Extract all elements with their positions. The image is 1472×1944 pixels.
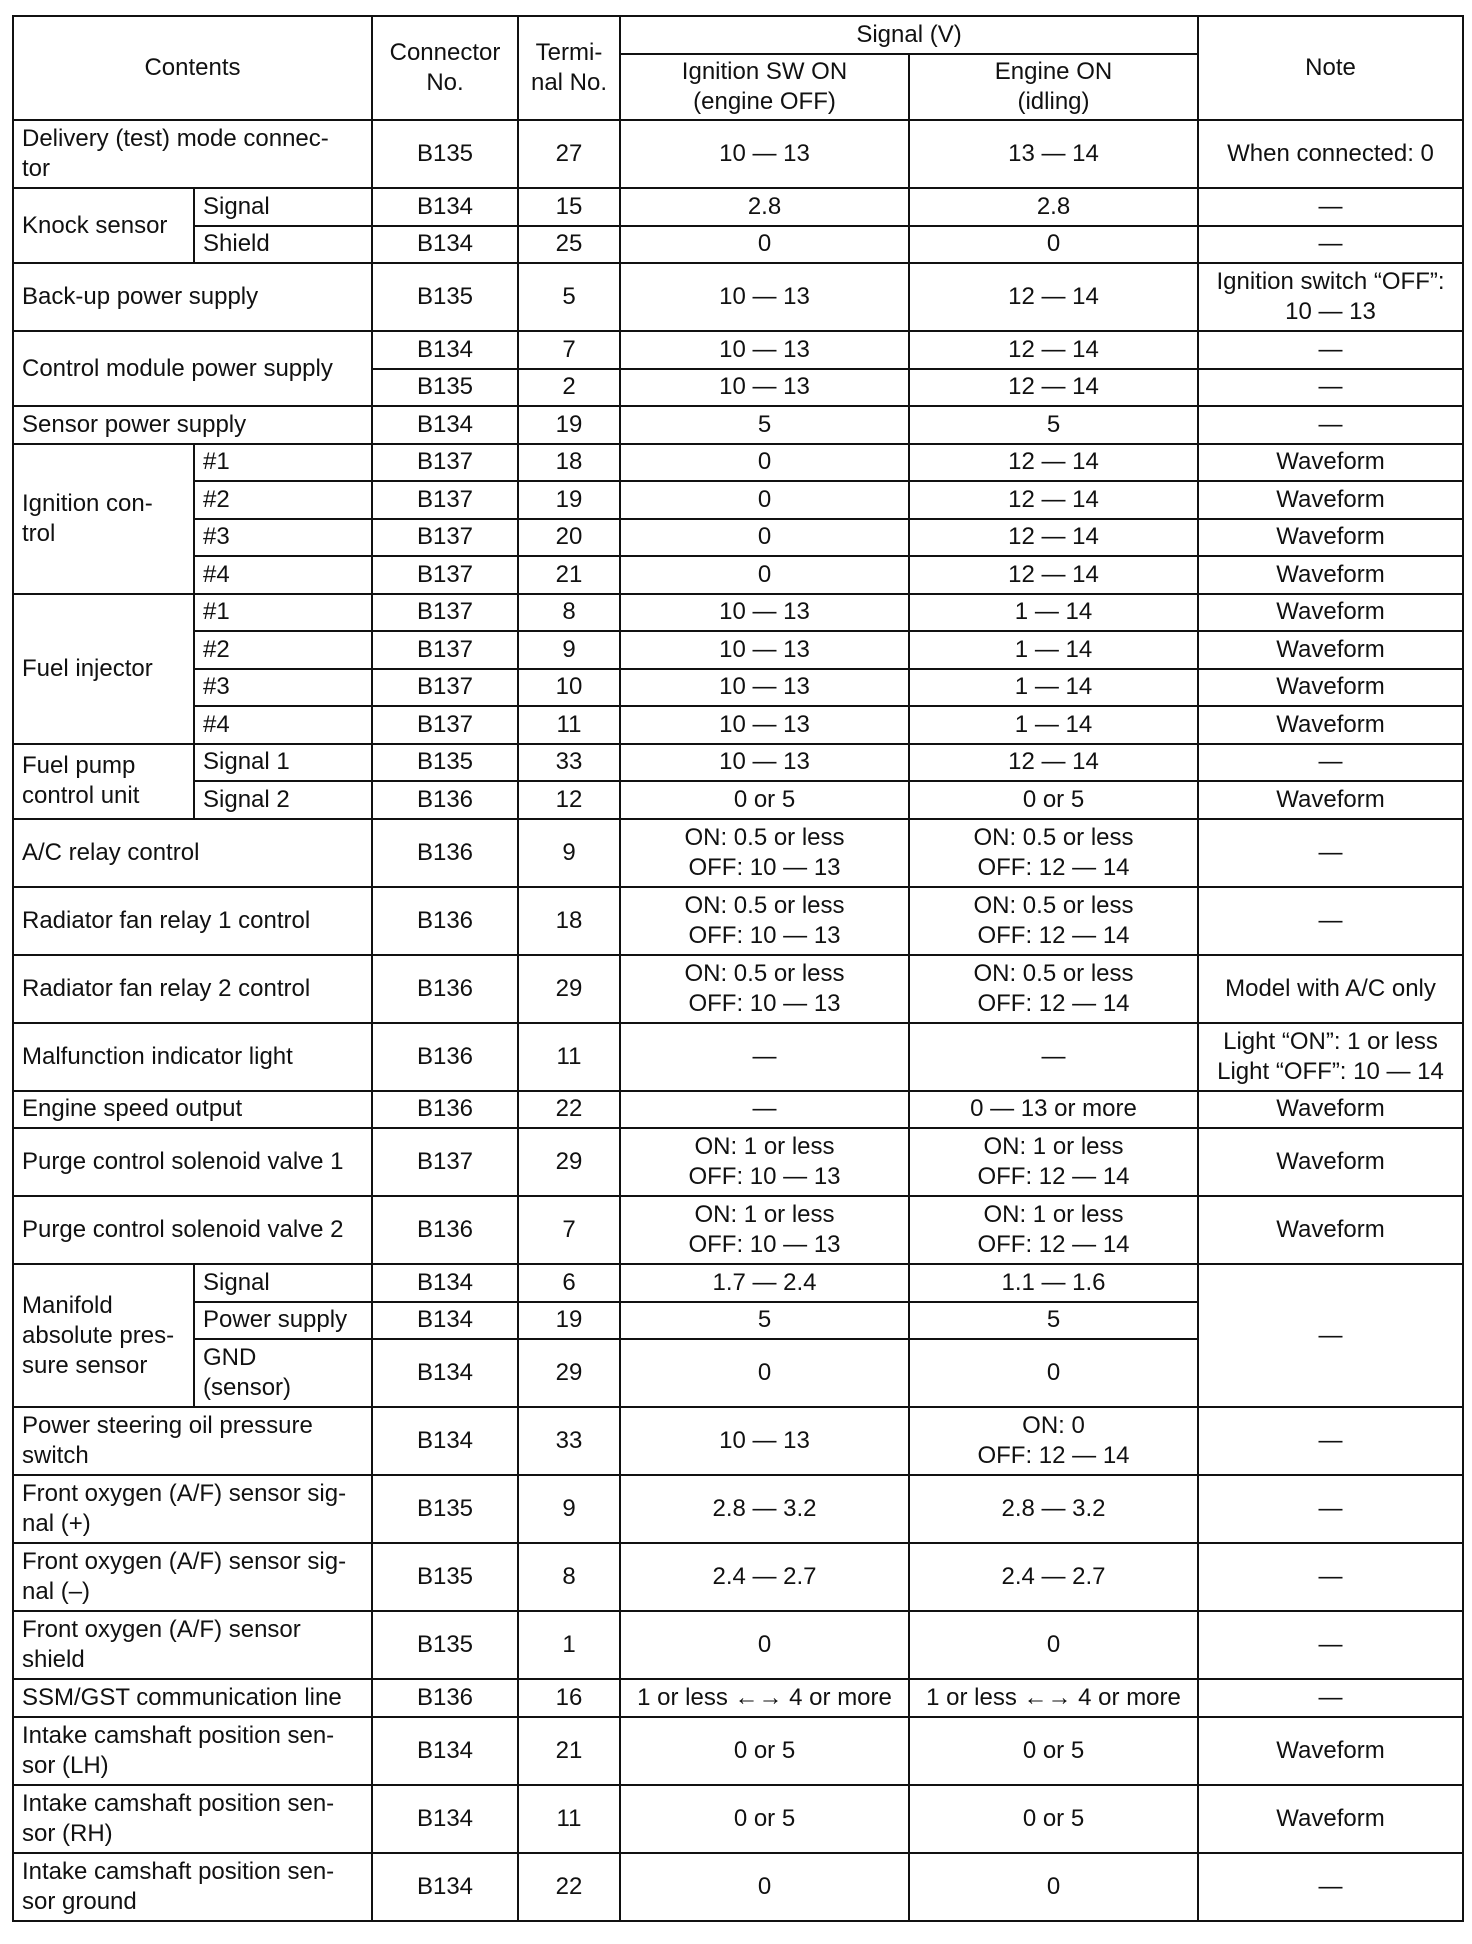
table-row: [13, 594, 1463, 632]
engine-signal-cell: 1.1 — 1.6: [909, 1264, 1198, 1302]
header-ignition-on: Ignition SW ON (engine OFF): [620, 54, 909, 120]
row-label: Control module power supply: [13, 331, 372, 406]
row-label: Intake camshaft position sen- sor ground: [13, 1853, 372, 1921]
note-cell: —: [1198, 188, 1463, 226]
table-row: [13, 781, 1463, 819]
row-group-label: Fuel pump control unit: [13, 744, 194, 819]
connector-cell: B137: [372, 1128, 518, 1196]
row-sub-label: Signal 2: [194, 781, 372, 819]
terminal-cell: 9: [518, 819, 620, 887]
row-label: Front oxygen (A/F) sensor shield: [13, 1611, 372, 1679]
row-group-label: Ignition con- trol: [13, 444, 194, 594]
engine-signal-cell: 0 or 5: [909, 781, 1198, 819]
ignition-signal-cell: 0: [620, 444, 909, 482]
row-label: Intake camshaft position sen- sor (LH): [13, 1717, 372, 1785]
ignition-signal-cell: 0: [620, 556, 909, 594]
connector-cell: B136: [372, 819, 518, 887]
header-terminal: Termi- nal No.: [518, 16, 620, 120]
engine-signal-cell: 5: [909, 406, 1198, 444]
row-sub-label: Signal: [194, 188, 372, 226]
engine-signal-cell: 0: [909, 1611, 1198, 1679]
connector-cell: B137: [372, 669, 518, 707]
row-sub-label: Signal: [194, 1264, 372, 1302]
connector-cell: B137: [372, 631, 518, 669]
note-cell: Waveform: [1198, 1091, 1463, 1129]
header-signal: Signal (V): [620, 16, 1198, 54]
table-row: [13, 669, 1463, 707]
note-cell: —: [1198, 1543, 1463, 1611]
terminal-cell: 25: [518, 226, 620, 264]
engine-signal-cell: —: [909, 1023, 1198, 1091]
terminal-cell: 27: [518, 120, 620, 188]
engine-signal-cell: 12 — 14: [909, 744, 1198, 782]
connector-cell: B134: [372, 188, 518, 226]
connector-cell: B136: [372, 887, 518, 955]
terminal-cell: 33: [518, 1407, 620, 1475]
row-sub-label: #2: [194, 631, 372, 669]
table-row: [13, 188, 1463, 226]
header-note: Note: [1198, 16, 1463, 120]
engine-signal-cell: 2.4 — 2.7: [909, 1543, 1198, 1611]
terminal-cell: 1: [518, 1611, 620, 1679]
note-cell: Waveform: [1198, 519, 1463, 557]
ignition-signal-cell: ON: 1 or less OFF: 10 — 13: [620, 1128, 909, 1196]
table-row: [13, 556, 1463, 594]
row-label: Purge control solenoid valve 2: [13, 1196, 372, 1264]
ignition-signal-cell: 0: [620, 1611, 909, 1679]
terminal-cell: 29: [518, 955, 620, 1023]
connector-cell: B136: [372, 955, 518, 1023]
terminal-cell: 18: [518, 887, 620, 955]
row-sub-label: GND (sensor): [194, 1339, 372, 1407]
connector-cell: B134: [372, 1407, 518, 1475]
ignition-signal-cell: 2.8 — 3.2: [620, 1475, 909, 1543]
note-cell: —: [1198, 887, 1463, 955]
terminal-cell: 22: [518, 1853, 620, 1921]
engine-signal-cell: 12 — 14: [909, 519, 1198, 557]
note-cell: —: [1198, 226, 1463, 264]
engine-signal-cell: 1 or less ←→ 4 or more: [909, 1679, 1198, 1717]
header-engine-on: Engine ON (idling): [909, 54, 1198, 120]
note-cell: Light “ON”: 1 or less Light “OFF”: 10 — 14: [1198, 1023, 1463, 1091]
terminal-cell: 8: [518, 1543, 620, 1611]
row-sub-label: #4: [194, 556, 372, 594]
ignition-signal-cell: 0 or 5: [620, 1785, 909, 1853]
row-label: Radiator fan relay 2 control: [13, 955, 372, 1023]
engine-signal-cell: 1 — 14: [909, 669, 1198, 707]
ignition-signal-cell: 0 or 5: [620, 1717, 909, 1785]
note-cell: Waveform: [1198, 1785, 1463, 1853]
terminal-cell: 8: [518, 594, 620, 632]
ignition-signal-cell: 0: [620, 1853, 909, 1921]
connector-cell: B134: [372, 1853, 518, 1921]
terminal-cell: 20: [518, 519, 620, 557]
terminal-cell: 9: [518, 631, 620, 669]
ignition-signal-cell: ON: 1 or less OFF: 10 — 13: [620, 1196, 909, 1264]
note-cell: —: [1198, 819, 1463, 887]
ignition-signal-cell: —: [620, 1091, 909, 1129]
terminal-cell: 9: [518, 1475, 620, 1543]
note-cell: Waveform: [1198, 1196, 1463, 1264]
engine-signal-cell: 2.8: [909, 188, 1198, 226]
ignition-signal-cell: 5: [620, 406, 909, 444]
note-cell: —: [1198, 1407, 1463, 1475]
table-row: [13, 819, 1463, 887]
note-cell: Waveform: [1198, 1128, 1463, 1196]
ignition-signal-cell: 10 — 13: [620, 631, 909, 669]
connector-cell: B135: [372, 1475, 518, 1543]
row-sub-label: Power supply: [194, 1302, 372, 1340]
ignition-signal-cell: 10 — 13: [620, 744, 909, 782]
connector-cell: B136: [372, 1196, 518, 1264]
terminal-cell: 11: [518, 1023, 620, 1091]
ignition-signal-cell: 10 — 13: [620, 331, 909, 369]
connector-cell: B135: [372, 1543, 518, 1611]
row-label: Front oxygen (A/F) sensor sig- nal (+): [13, 1475, 372, 1543]
engine-signal-cell: ON: 0.5 or less OFF: 12 — 14: [909, 887, 1198, 955]
engine-signal-cell: 0: [909, 226, 1198, 264]
ignition-signal-cell: 0: [620, 226, 909, 264]
engine-signal-cell: 12 — 14: [909, 369, 1198, 407]
terminal-cell: 15: [518, 188, 620, 226]
terminal-cell: 22: [518, 1091, 620, 1129]
note-cell: Waveform: [1198, 444, 1463, 482]
connector-cell: B136: [372, 1023, 518, 1091]
table-row: [13, 1679, 1463, 1717]
ignition-signal-cell: 0 or 5: [620, 781, 909, 819]
terminal-cell: 7: [518, 331, 620, 369]
ignition-signal-cell: 2.4 — 2.7: [620, 1543, 909, 1611]
ignition-signal-cell: ON: 0.5 or less OFF: 10 — 13: [620, 819, 909, 887]
table-row: [13, 120, 1463, 188]
table-row: [13, 706, 1463, 744]
row-label: Front oxygen (A/F) sensor sig- nal (–): [13, 1543, 372, 1611]
row-label: SSM/GST communication line: [13, 1679, 372, 1717]
note-cell: Waveform: [1198, 481, 1463, 519]
note-cell: —: [1198, 369, 1463, 407]
terminal-cell: 21: [518, 556, 620, 594]
terminal-cell: 21: [518, 1717, 620, 1785]
engine-signal-cell: 12 — 14: [909, 481, 1198, 519]
engine-signal-cell: 5: [909, 1302, 1198, 1340]
ignition-signal-cell: 10 — 13: [620, 669, 909, 707]
note-cell: Waveform: [1198, 631, 1463, 669]
table-row: [13, 444, 1463, 482]
table-row: [13, 887, 1463, 955]
table-row: [13, 631, 1463, 669]
table-row: [13, 1853, 1463, 1921]
connector-cell: B134: [372, 1785, 518, 1853]
connector-cell: B135: [372, 1611, 518, 1679]
table-row: [13, 1785, 1463, 1853]
note-cell: Ignition switch “OFF”: 10 — 13: [1198, 263, 1463, 331]
table-row: [13, 1023, 1463, 1091]
note-cell: Waveform: [1198, 706, 1463, 744]
row-label: Delivery (test) mode connec- tor: [13, 120, 372, 188]
connector-cell: B135: [372, 263, 518, 331]
engine-signal-cell: 0: [909, 1339, 1198, 1407]
connector-cell: B137: [372, 519, 518, 557]
ignition-signal-cell: 1.7 — 2.4: [620, 1264, 909, 1302]
terminal-cell: 2: [518, 369, 620, 407]
table-row: [13, 226, 1463, 264]
ignition-signal-cell: 10 — 13: [620, 369, 909, 407]
terminal-cell: 19: [518, 1302, 620, 1340]
ignition-signal-cell: 10 — 13: [620, 120, 909, 188]
table-row: [13, 1091, 1463, 1129]
table-row: [13, 519, 1463, 557]
ignition-signal-cell: 10 — 13: [620, 594, 909, 632]
connector-cell: B134: [372, 1717, 518, 1785]
table-row: [13, 331, 1463, 369]
engine-signal-cell: 1 — 14: [909, 594, 1198, 632]
terminal-cell: 29: [518, 1128, 620, 1196]
row-label: Intake camshaft position sen- sor (RH): [13, 1785, 372, 1853]
row-label: A/C relay control: [13, 819, 372, 887]
table-row: [13, 1543, 1463, 1611]
connector-cell: B136: [372, 781, 518, 819]
engine-signal-cell: 12 — 14: [909, 556, 1198, 594]
engine-signal-cell: ON: 0.5 or less OFF: 12 — 14: [909, 819, 1198, 887]
connector-cell: B134: [372, 406, 518, 444]
row-sub-label: #4: [194, 706, 372, 744]
ignition-signal-cell: ON: 0.5 or less OFF: 10 — 13: [620, 887, 909, 955]
engine-signal-cell: ON: 0.5 or less OFF: 12 — 14: [909, 955, 1198, 1023]
row-group-label: Manifold absolute pres- sure sensor: [13, 1264, 194, 1407]
ignition-signal-cell: 0: [620, 481, 909, 519]
note-cell: Waveform: [1198, 594, 1463, 632]
engine-signal-cell: 0: [909, 1853, 1198, 1921]
connector-cell: B134: [372, 226, 518, 264]
row-sub-label: Shield: [194, 226, 372, 264]
engine-signal-cell: 12 — 14: [909, 263, 1198, 331]
table-row: [13, 1611, 1463, 1679]
header-row-1: [13, 16, 1463, 54]
connector-cell: B137: [372, 706, 518, 744]
engine-signal-cell: 12 — 14: [909, 331, 1198, 369]
ignition-signal-cell: 10 — 13: [620, 706, 909, 744]
terminal-cell: 33: [518, 744, 620, 782]
engine-signal-cell: 13 — 14: [909, 120, 1198, 188]
connector-cell: B135: [372, 369, 518, 407]
engine-signal-cell: 0 or 5: [909, 1717, 1198, 1785]
connector-cell: B135: [372, 744, 518, 782]
connector-cell: B137: [372, 594, 518, 632]
table-row: [13, 1717, 1463, 1785]
connector-cell: B134: [372, 1339, 518, 1407]
terminal-cell: 11: [518, 1785, 620, 1853]
note-cell: When connected: 0: [1198, 120, 1463, 188]
ignition-signal-cell: 0: [620, 519, 909, 557]
table-row: [13, 1264, 1463, 1302]
header-connector: Connector No.: [372, 16, 518, 120]
ignition-signal-cell: 10 — 13: [620, 263, 909, 331]
row-label: Power steering oil pressure switch: [13, 1407, 372, 1475]
engine-signal-cell: 1 — 14: [909, 631, 1198, 669]
row-sub-label: #1: [194, 594, 372, 632]
terminal-cell: 18: [518, 444, 620, 482]
ignition-signal-cell: 5: [620, 1302, 909, 1340]
row-label: Malfunction indicator light: [13, 1023, 372, 1091]
table-row: [13, 955, 1463, 1023]
note-cell: Waveform: [1198, 781, 1463, 819]
ignition-signal-cell: 1 or less ←→ 4 or more: [620, 1679, 909, 1717]
row-sub-label: #3: [194, 669, 372, 707]
engine-signal-cell: 12 — 14: [909, 444, 1198, 482]
table-row: [13, 1475, 1463, 1543]
note-cell: Waveform: [1198, 669, 1463, 707]
note-cell: —: [1198, 744, 1463, 782]
table-row: [13, 1128, 1463, 1196]
ignition-signal-cell: 0: [620, 1339, 909, 1407]
header-contents: Contents: [13, 16, 372, 120]
note-cell: Model with A/C only: [1198, 955, 1463, 1023]
table-row: [13, 406, 1463, 444]
note-cell: Waveform: [1198, 556, 1463, 594]
terminal-cell: 6: [518, 1264, 620, 1302]
note-cell: —: [1198, 331, 1463, 369]
ignition-signal-cell: ON: 0.5 or less OFF: 10 — 13: [620, 955, 909, 1023]
row-label: Engine speed output: [13, 1091, 372, 1129]
row-sub-label: #1: [194, 444, 372, 482]
table-row: [13, 1407, 1463, 1475]
ignition-signal-cell: —: [620, 1023, 909, 1091]
terminal-cell: 5: [518, 263, 620, 331]
row-group-label: Fuel injector: [13, 594, 194, 744]
terminal-cell: 7: [518, 1196, 620, 1264]
row-sub-label: Signal 1: [194, 744, 372, 782]
note-cell: —: [1198, 1475, 1463, 1543]
row-sub-label: #2: [194, 481, 372, 519]
table-row: [13, 263, 1463, 331]
terminal-cell: 11: [518, 706, 620, 744]
connector-cell: B137: [372, 556, 518, 594]
engine-signal-cell: 0 or 5: [909, 1785, 1198, 1853]
note-cell: —: [1198, 1853, 1463, 1921]
row-label: Back-up power supply: [13, 263, 372, 331]
note-cell: —: [1198, 1679, 1463, 1717]
engine-signal-cell: 1 — 14: [909, 706, 1198, 744]
connector-cell: B137: [372, 444, 518, 482]
engine-signal-cell: ON: 1 or less OFF: 12 — 14: [909, 1128, 1198, 1196]
note-cell: —: [1198, 1264, 1463, 1407]
row-label: Sensor power supply: [13, 406, 372, 444]
engine-signal-cell: 2.8 — 3.2: [909, 1475, 1198, 1543]
engine-signal-cell: 0 — 13 or more: [909, 1091, 1198, 1129]
row-group-label: Knock sensor: [13, 188, 194, 263]
ignition-signal-cell: 2.8: [620, 188, 909, 226]
connector-cell: B135: [372, 120, 518, 188]
note-cell: —: [1198, 406, 1463, 444]
connector-cell: B136: [372, 1091, 518, 1129]
connector-cell: B134: [372, 1264, 518, 1302]
table-row: [13, 1196, 1463, 1264]
ignition-signal-cell: 10 — 13: [620, 1407, 909, 1475]
row-label: Radiator fan relay 1 control: [13, 887, 372, 955]
engine-signal-cell: ON: 1 or less OFF: 12 — 14: [909, 1196, 1198, 1264]
engine-signal-cell: ON: 0 OFF: 12 — 14: [909, 1407, 1198, 1475]
terminal-cell: 29: [518, 1339, 620, 1407]
connector-cell: B137: [372, 481, 518, 519]
connector-cell: B134: [372, 1302, 518, 1340]
terminal-cell: 12: [518, 781, 620, 819]
note-cell: Waveform: [1198, 1717, 1463, 1785]
table-row: [13, 481, 1463, 519]
signal-spec-table: [12, 15, 1464, 1922]
terminal-cell: 19: [518, 406, 620, 444]
row-sub-label: #3: [194, 519, 372, 557]
connector-cell: B134: [372, 331, 518, 369]
terminal-cell: 16: [518, 1679, 620, 1717]
terminal-cell: 10: [518, 669, 620, 707]
terminal-cell: 19: [518, 481, 620, 519]
row-label: Purge control solenoid valve 1: [13, 1128, 372, 1196]
table-row: [13, 744, 1463, 782]
note-cell: —: [1198, 1611, 1463, 1679]
connector-cell: B136: [372, 1679, 518, 1717]
